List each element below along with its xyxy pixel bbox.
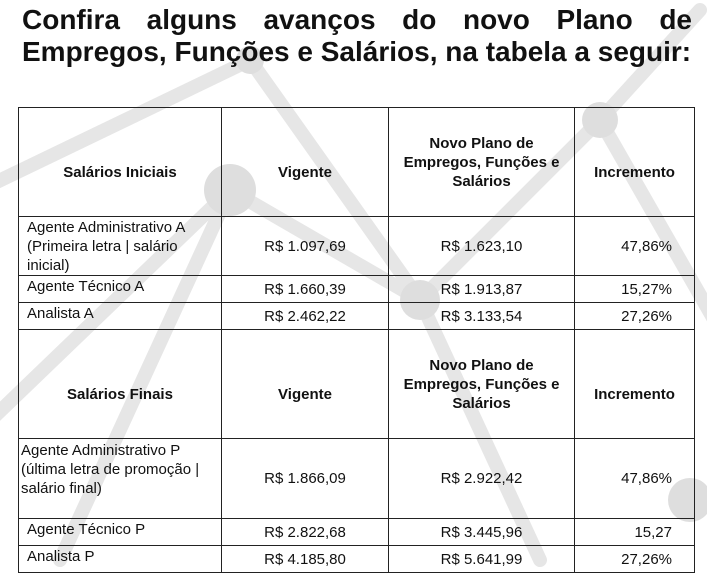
table-row <box>19 546 695 573</box>
job-title-cell: Agente Administrativo A (Primeira letra | salário inicial) <box>19 217 222 276</box>
increment-cell: 47,86% <box>575 439 695 519</box>
job-title-cell: Agente Técnico P <box>19 519 222 546</box>
current-salary-cell: R$ 1.097,69 <box>222 217 389 276</box>
table-row <box>19 439 695 519</box>
job-title-cell: Agente Administrativo P (última letra de promoção | salário final) <box>19 439 222 519</box>
new-salary-cell: R$ 2.922,42 <box>389 439 575 519</box>
page-heading: Confira alguns avanços do novo Plano de Empregos, Funções e Salários, na tabela a seguir: <box>22 4 692 67</box>
increment-cell: 27,26% <box>575 303 695 330</box>
column-header: Salários Finais <box>19 330 222 439</box>
column-header: Incremento <box>575 108 695 217</box>
increment-cell: 15,27% <box>575 276 695 303</box>
table-row <box>19 276 695 303</box>
job-title-cell: Agente Técnico A <box>19 276 222 303</box>
current-salary-cell: R$ 4.185,80 <box>222 546 389 573</box>
column-header: Salários Iniciais <box>19 108 222 217</box>
current-salary-cell: R$ 2.462,22 <box>222 303 389 330</box>
current-salary-cell: R$ 1.660,39 <box>222 276 389 303</box>
job-title-cell: Analista A <box>19 303 222 330</box>
salary-comparison-table <box>18 107 695 573</box>
table-row <box>19 519 695 546</box>
column-header: Novo Plano de Empregos, Funções e Salários <box>389 330 575 439</box>
column-header: Novo Plano de Empregos, Funções e Salários <box>389 108 575 217</box>
current-salary-cell: R$ 1.866,09 <box>222 439 389 519</box>
new-salary-cell: R$ 1.913,87 <box>389 276 575 303</box>
table-header-row <box>19 108 695 217</box>
column-header: Incremento <box>575 330 695 439</box>
table-row <box>19 303 695 330</box>
new-salary-cell: R$ 5.641,99 <box>389 546 575 573</box>
job-title-cell: Analista P <box>19 546 222 573</box>
increment-cell: 27,26% <box>575 546 695 573</box>
increment-cell: 15,27 <box>575 519 695 546</box>
increment-cell: 47,86% <box>575 217 695 276</box>
column-header: Vigente <box>222 330 389 439</box>
new-salary-cell: R$ 1.623,10 <box>389 217 575 276</box>
new-salary-cell: R$ 3.133,54 <box>389 303 575 330</box>
table-row <box>19 217 695 276</box>
new-salary-cell: R$ 3.445,96 <box>389 519 575 546</box>
column-header: Vigente <box>222 108 389 217</box>
current-salary-cell: R$ 2.822,68 <box>222 519 389 546</box>
table-header-row <box>19 330 695 439</box>
